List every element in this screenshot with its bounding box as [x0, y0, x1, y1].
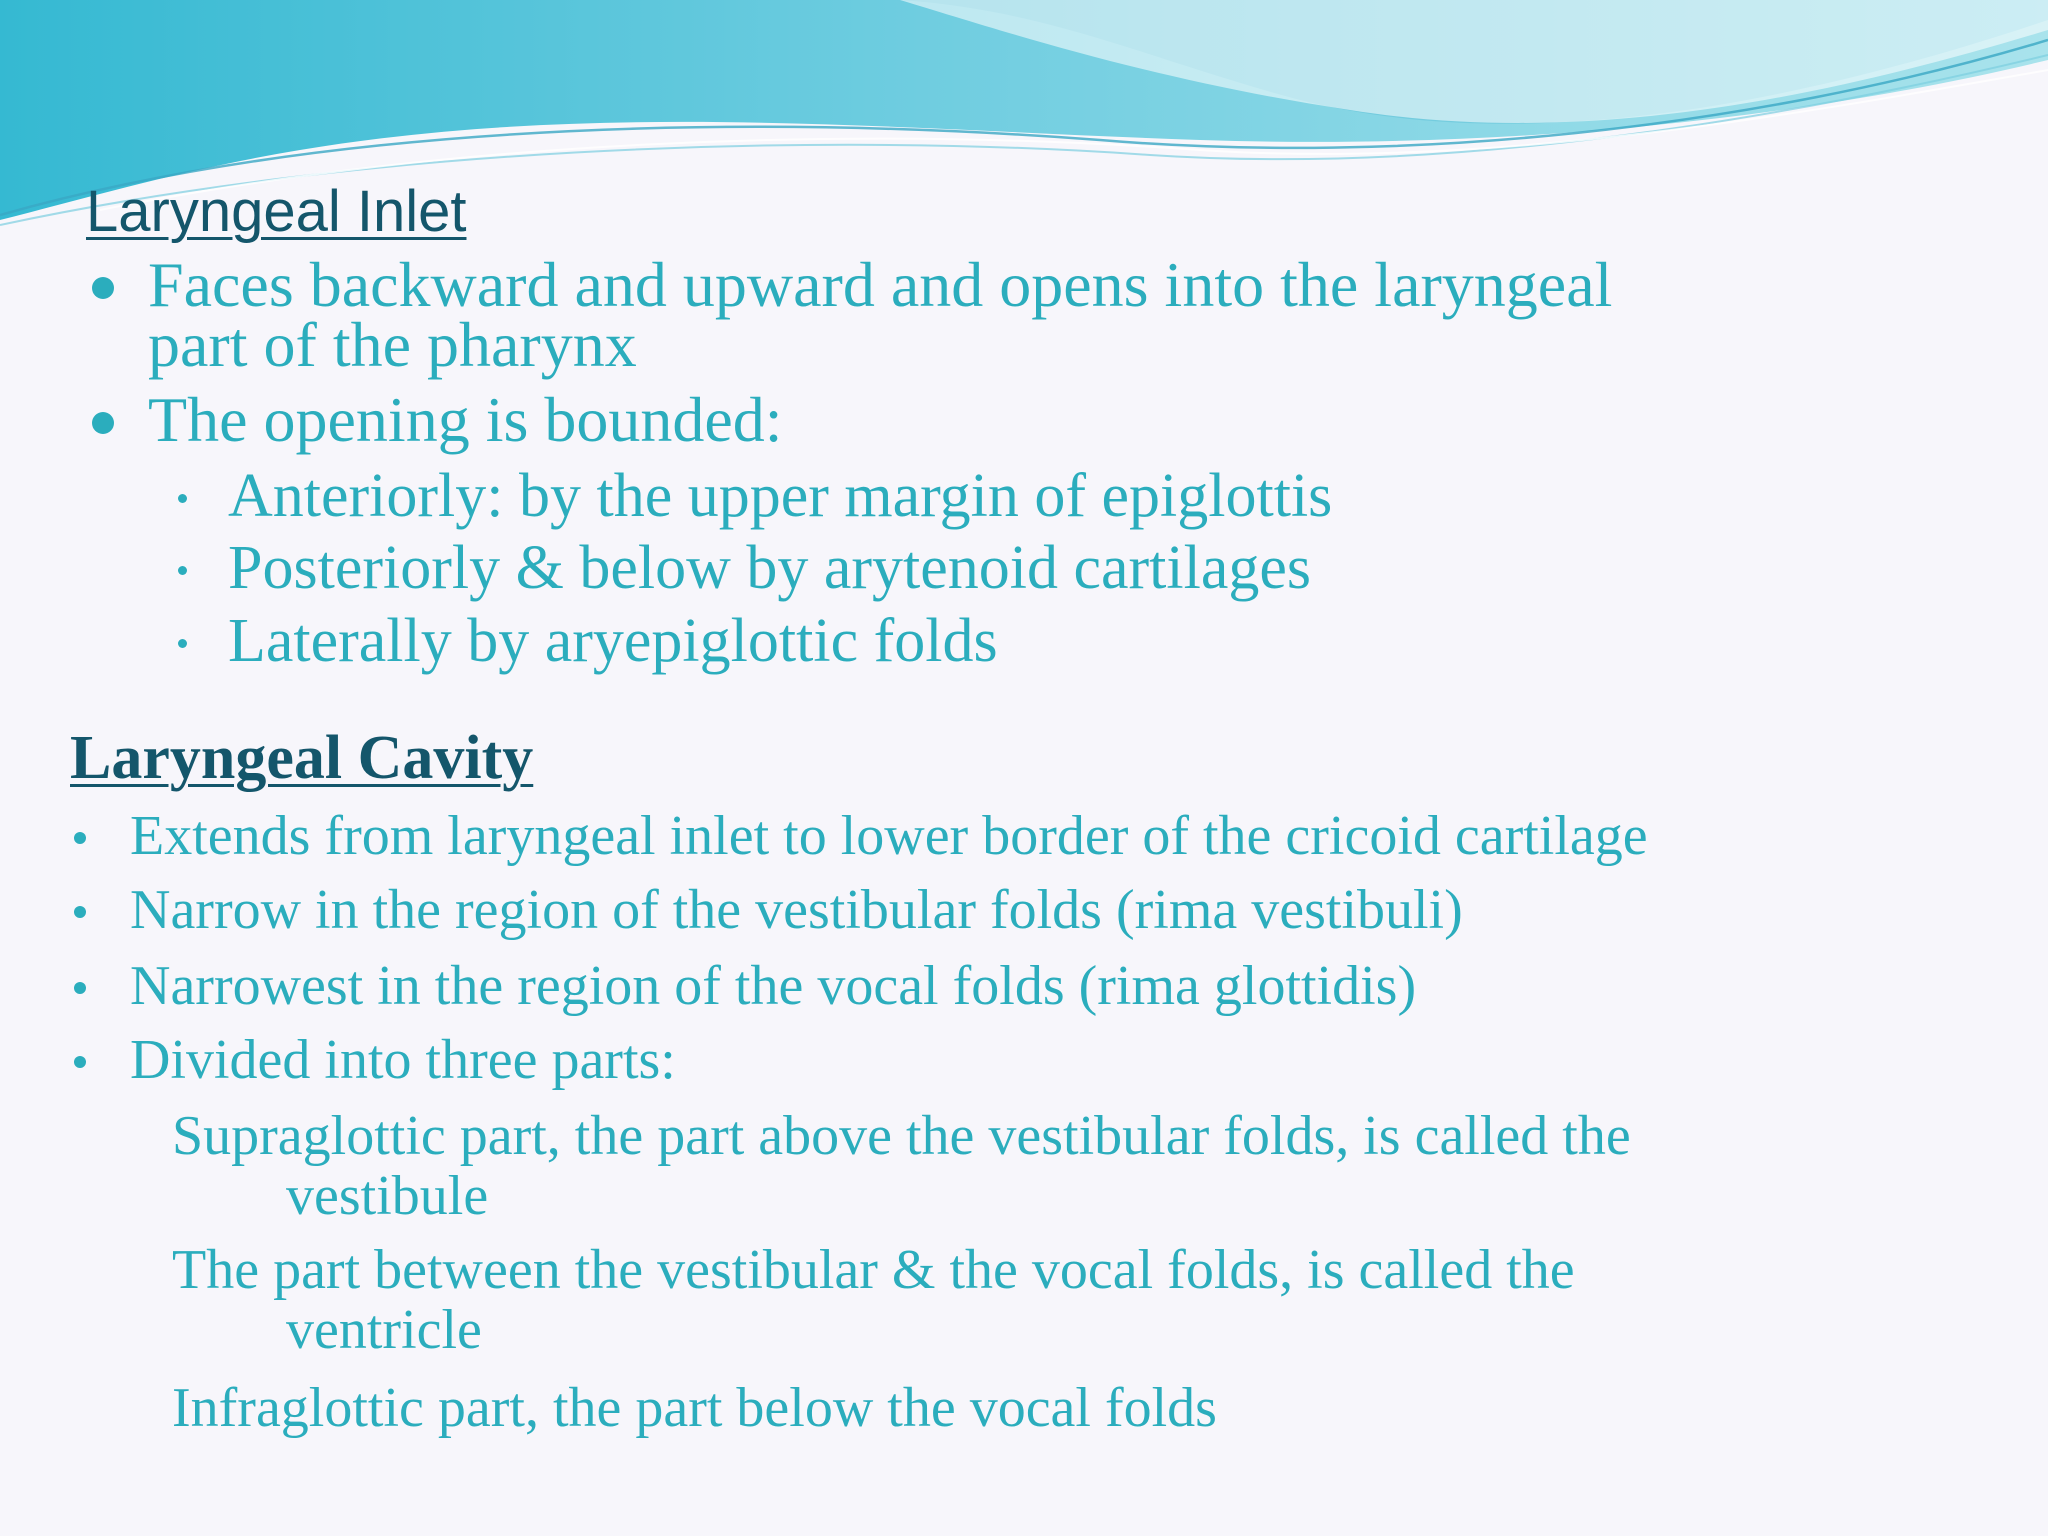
inlet-bullet-1 [148, 249, 1613, 380]
inlet-sub-bullet-1-text: Anteriorly: by the upper margin of epiglottis [228, 462, 1333, 530]
inlet-bullet-2-text: The opening is bounded: [148, 384, 783, 455]
inlet-sub-bullet-3 [228, 605, 998, 677]
cavity-part-1-line1: Supraglottic part, the part above the vestibular folds, is called the [172, 1105, 1631, 1167]
cavity-bullet-2-text: Narrow in the region of the vestibular folds (rima vestibuli) [130, 879, 1463, 941]
cavity-part-1-line2: vestibule [286, 1165, 489, 1227]
bullet-dot-icon [74, 832, 86, 844]
inlet-sub-bullet-3-text: Laterally by aryepiglottic folds [228, 607, 998, 675]
inlet-heading: Laryngeal Inlet [86, 179, 467, 244]
cavity-part-ventricle [172, 1240, 1575, 1360]
bullet-dot-icon [92, 277, 114, 299]
cavity-part-2-line2: ventricle [286, 1299, 482, 1361]
bullet-dot-icon [74, 982, 86, 994]
cavity-part-infraglottic [172, 1378, 1217, 1438]
cavity-part-supraglottic [172, 1106, 1631, 1226]
cavity-bullet-4 [130, 1024, 676, 1096]
inlet-bullet-1-line1: Faces backward and upward and opens into the laryngeal [148, 249, 1613, 320]
cavity-bullet-4-text: Divided into three parts: [130, 1029, 676, 1091]
inlet-sub-bullet-2-text: Posteriorly & below by arytenoid cartilages [228, 534, 1312, 602]
bullet-dot-icon [178, 494, 187, 503]
cavity-bullet-1-text: Extends from laryngeal inlet to lower border of the cricoid cartilage [130, 805, 1648, 867]
bullet-dot-icon [178, 566, 187, 575]
bullet-dot-icon [74, 1056, 86, 1068]
inlet-sub-bullet-2 [228, 532, 1311, 604]
inlet-bullet-2 [148, 384, 783, 455]
cavity-bullet-1 [130, 800, 1648, 872]
cavity-bullet-3 [130, 950, 1416, 1022]
cavity-bullet-2 [130, 874, 1463, 946]
cavity-bullet-3-text: Narrowest in the region of the vocal folds (rima glottidis) [130, 955, 1417, 1017]
cavity-part-3-line1: Infraglottic part, the part below the vocal folds [172, 1377, 1217, 1439]
bullet-dot-icon [74, 906, 86, 918]
inlet-bullet-1-line2: part of the pharynx [148, 309, 637, 380]
cavity-part-2-line1: The part between the vestibular & the vocal folds, is called the [172, 1239, 1575, 1301]
cavity-heading: Laryngeal Cavity [70, 724, 534, 792]
bullet-dot-icon [178, 639, 187, 648]
inlet-sub-bullet-1 [228, 460, 1332, 532]
bullet-dot-icon [92, 412, 114, 434]
